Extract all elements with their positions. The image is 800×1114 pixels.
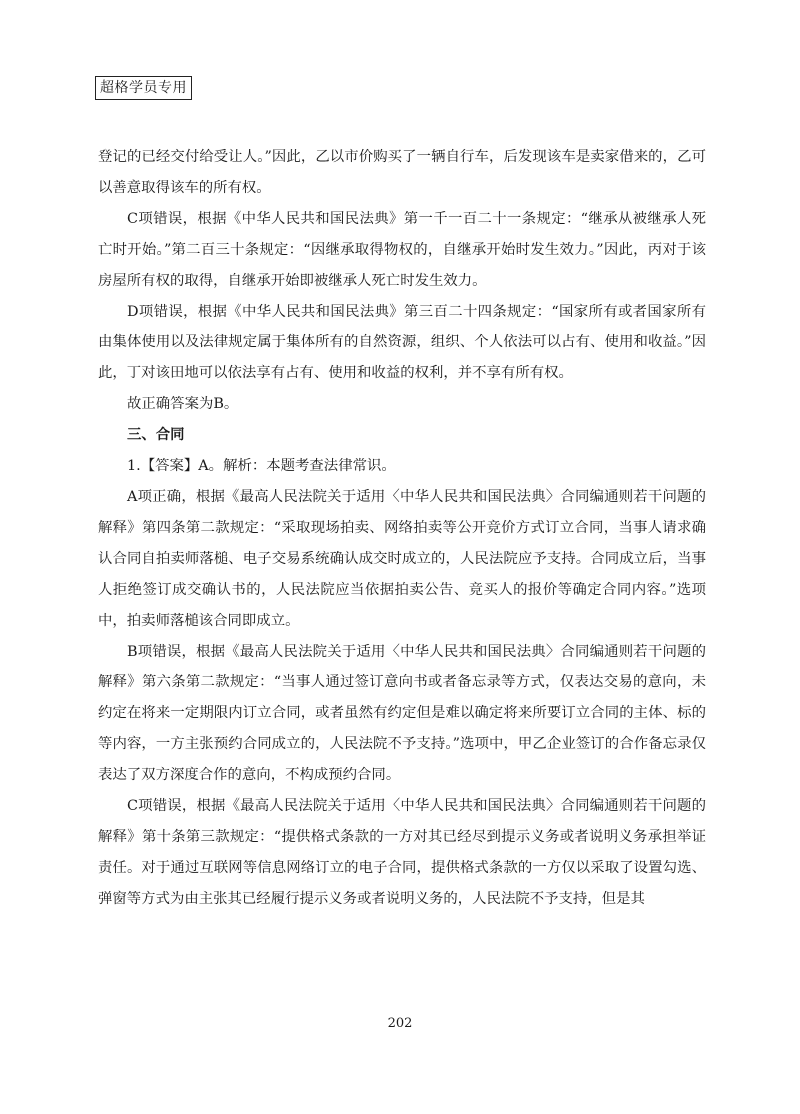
section-heading-contract: 三、合同 [127, 427, 185, 444]
paragraph-option-d-property: D项错误，根据《中华人民共和国民法典》第三百二十四条规定：“国家所有或者国家所有由集体使用以及法律规定属于集体所有的自然资源，组织、个人依法可以占有、使用和收益。”因此，丁对该田地可以依法享有占有、使用和收益的权利，并不享有所有权。 [98, 303, 706, 382]
paragraph-continuation: 登记的已经交付给受让人。”因此，乙以市价购买了一辆自行车，后发现该车是卖家借来的，乙可以善意取得该车的所有权。 [98, 149, 706, 196]
paragraph-option-a-contract: A项正确，根据《最高人民法院关于适用〈中华人民共和国民法典〉合同编通则若干问题的解释》第四条第二款规定：“采取现场拍卖、网络拍卖等公开竞价方式订立合同，当事人请求确认合同自拍卖师落槌、电子交易系统确认成交时成立的，人民法院应予支持。合同成立后，当事人拒绝签订成交确认书的，人民法院应当依据拍卖公告、竞买人的报价等确定合同内容。”选项中，拍卖师落槌该合同即成立。 [98, 488, 706, 629]
paragraph-option-c-contract: C项错误，根据《最高人民法院关于适用〈中华人民共和国民法典〉合同编通则若干问题的解释》第十条第三款规定：“提供格式条款的一方对其已经尽到提示义务或者说明义务承担举证责任。对于通过互联网等信息网络订立的电子合同，提供格式条款的一方仅以采取了设置勾选、弹窗等方式为由主张其已经履行提示义务或者说明义务的，人民法院不予支持，但是其 [98, 798, 706, 907]
paragraph-answer-conclusion: 故正确答案为B。 [127, 396, 239, 413]
paragraph-option-b-contract: B项错误，根据《最高人民法院关于适用〈中华人民共和国民法典〉合同编通则若干问题的解释》第六条第二款规定：“当事人通过签订意向书或者备忘录等方式，仅表达交易的意向，未约定在将来一定期限内订立合同，或者虽然有约定但是难以确定将来所要订立合同的主体、标的等内容，一方主张预约合同成立的，人民法院不予支持。”选项中，甲乙企业签订的合作备忘录仅表达了双方深度合作的意向，不构成预约合同。 [98, 643, 706, 784]
paragraph-question-1-answer: 1.【答案】A。解析：本题考查法律常识。 [127, 458, 396, 475]
header-label: 超格学员专用 [100, 80, 187, 96]
document-body [98, 142, 706, 915]
header-label-box [95, 76, 192, 100]
paragraph-option-c-property: C项错误，根据《中华人民共和国民法典》第一千一百二十一条规定：“继承从被继承人死亡时开始。”第二百三十条规定：“因继承取得物权的，自继承开始时发生效力。”因此，丙对于该房屋所有权的取得，自继承开始即被继承人死亡时发生效力。 [98, 210, 706, 289]
page-number: 202 [387, 1016, 413, 1031]
